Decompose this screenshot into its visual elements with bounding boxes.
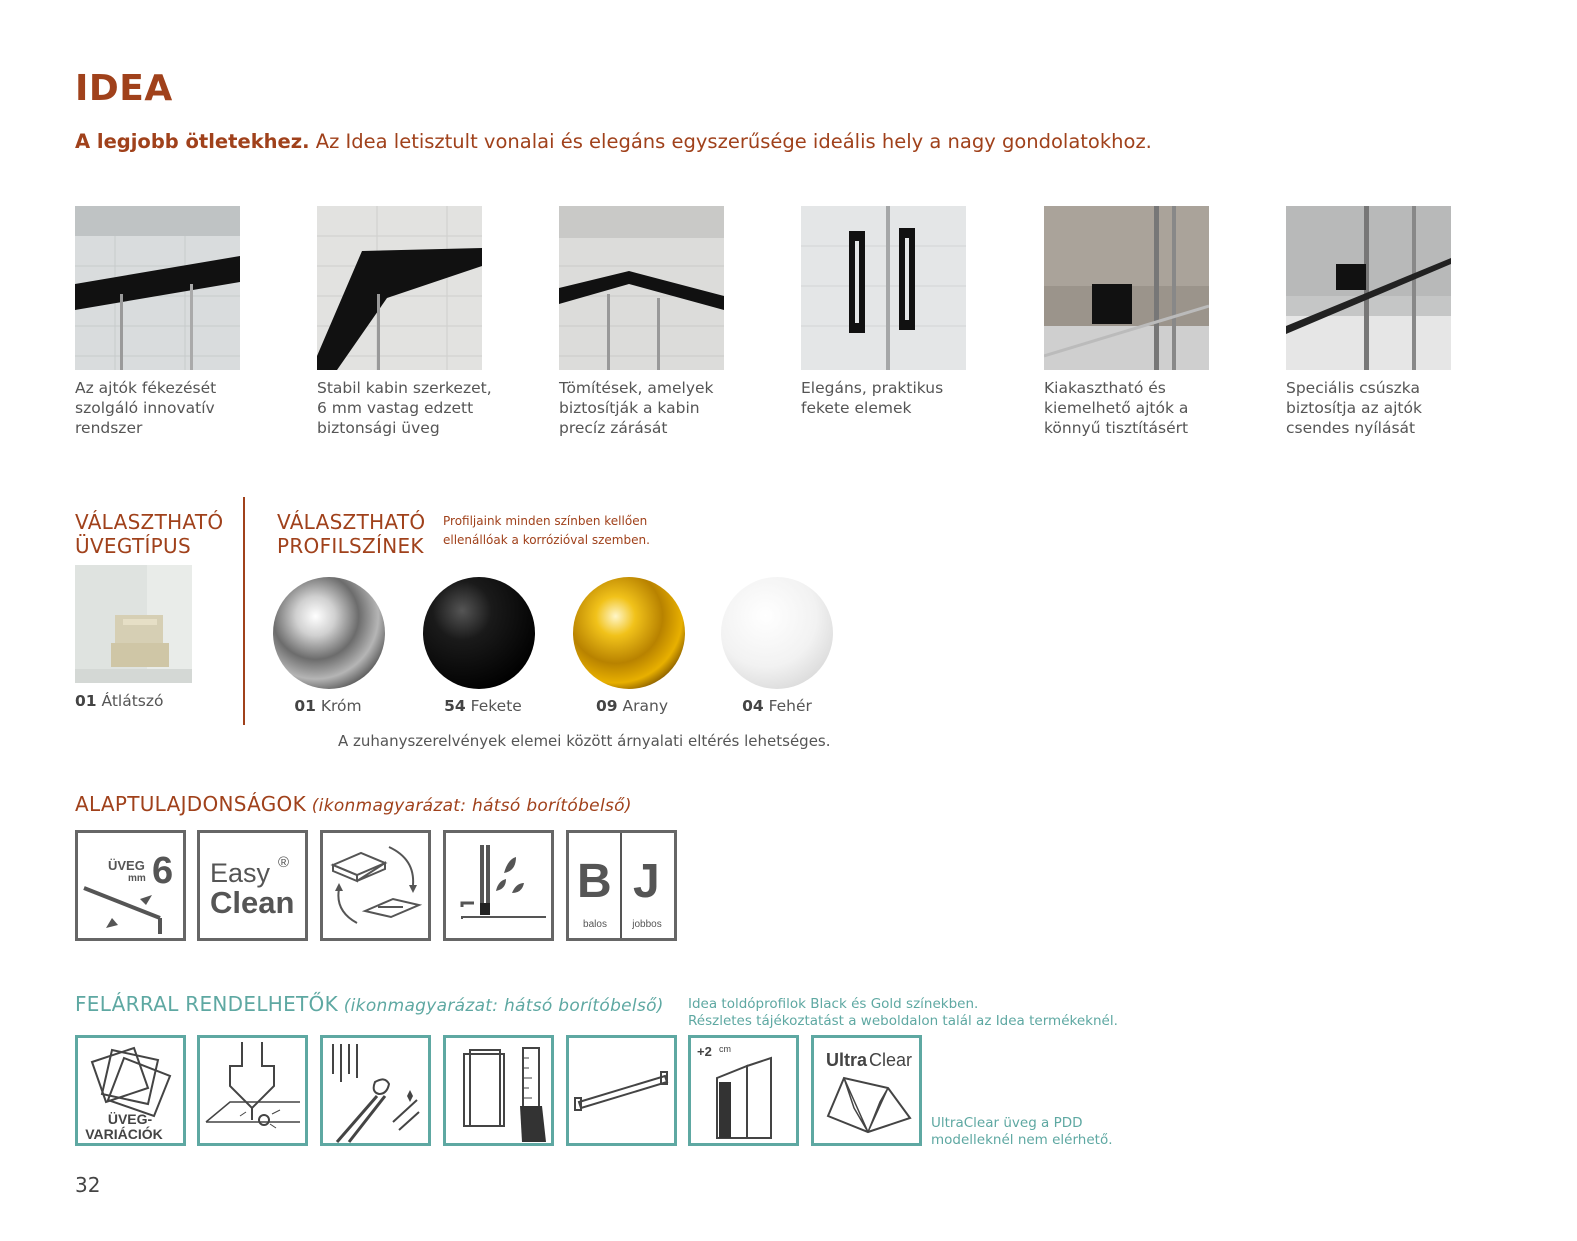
plus2-label: +2: [697, 1044, 712, 1059]
color-spheres: [270, 574, 840, 694]
color-code-black: 54: [444, 697, 466, 715]
section-divider: [243, 497, 245, 725]
black-sphere: [423, 577, 535, 689]
extra-note: [688, 996, 1118, 1030]
feature-photo-5: [1044, 206, 1209, 370]
feature-photo-4: [801, 206, 966, 370]
color-name-white: Fehér: [768, 697, 812, 715]
ultraclear-note: [931, 1115, 1113, 1149]
glass-unit: mm: [128, 873, 146, 884]
tagline-bold: A legjobb ötletekhez.: [75, 130, 310, 153]
feature-photo-2: [317, 206, 482, 370]
uveg-line2: VARIÁCIÓK: [85, 1126, 163, 1142]
white-sphere: [721, 577, 833, 689]
profiles-title-line1: VÁLASZTHATÓ: [277, 510, 426, 534]
clear-word: Clear: [869, 1050, 913, 1070]
color-name-gold: Arany: [622, 697, 668, 715]
feature-caption-1: Az ajtók fékezését szolgáló innovatív rendszer: [75, 379, 217, 437]
glass-option-name: Átlátszó: [101, 692, 164, 710]
color-code-gold: 09: [596, 697, 618, 715]
feature-caption-6: Speciális csúszka biztosítja az ajtók csendes nyílását: [1286, 379, 1422, 437]
glass-section-title: [75, 510, 223, 558]
easy-clean-icon: [197, 830, 308, 941]
towel-bar-icon: [566, 1035, 677, 1146]
rotate-door-icon: [320, 830, 431, 941]
painting-brush-icon: [320, 1035, 431, 1146]
left-right-icon: [566, 830, 677, 941]
ultra-word: Ultra: [826, 1050, 868, 1070]
glass-option: [75, 692, 164, 710]
glass-option-code: 01: [75, 692, 97, 710]
color-name-chrome: Króm: [320, 697, 362, 715]
ultraclear-icon: [811, 1035, 922, 1146]
tagline: [75, 130, 1152, 153]
color-label-gold: [572, 697, 692, 715]
feature-photo-3: [559, 206, 724, 370]
glass-sample-photo: [75, 565, 192, 683]
ultraclear-note-line1: UltraClear üveg a PDD: [931, 1115, 1083, 1131]
easy-word: Easy: [210, 858, 271, 888]
feature-caption-2: Stabil kabin szerkezet, 6 mm vastag edzett biztonsági üveg: [317, 379, 492, 437]
drilling-icon: [197, 1035, 308, 1146]
extra-title: FELÁRRAL RENDELHETŐK: [75, 992, 339, 1016]
page-number: 32: [75, 1173, 101, 1197]
glass-value: 6: [152, 850, 174, 892]
glass-word: ÜVEG: [108, 858, 145, 873]
profiles-note: [443, 512, 650, 550]
gold-sphere: [573, 577, 685, 689]
color-label-chrome: [268, 697, 388, 715]
color-footnote: A zuhanyszerelvények elemei között árnyalati eltérés lehetséges.: [338, 732, 831, 750]
basic-section-title: [75, 792, 632, 818]
cm-label: cm: [719, 1044, 731, 1054]
profiles-section-title: [277, 510, 425, 558]
feature-photo-1: [75, 206, 240, 370]
glass-6mm-icon: [75, 830, 186, 941]
color-code-white: 04: [742, 697, 764, 715]
feature-photo-6: [1286, 206, 1451, 370]
b-letter: B: [577, 855, 612, 908]
balos-label: balos: [583, 919, 607, 930]
glass-variations-icon: [75, 1035, 186, 1146]
height-custom-icon: [443, 1035, 554, 1146]
ultraclear-note-line2: modelleknél nem elérhető.: [931, 1132, 1113, 1148]
color-label-white: [717, 697, 837, 715]
reg-mark: ®: [278, 854, 290, 871]
profiles-note-line2: ellenállóak a korrózióval szemben.: [443, 533, 650, 547]
water-seal-icon: [443, 830, 554, 941]
profiles-title-line2: PROFILSZÍNEK: [277, 534, 424, 558]
jobbos-label: jobbos: [632, 919, 662, 930]
extra-note-line1: Idea toldóprofilok Black és Gold színekben.: [688, 996, 979, 1012]
tagline-rest: Az Idea letisztult vonalai és elegáns egyszerűsége ideális hely a nagy gondolatokhoz.: [309, 130, 1152, 153]
clean-word: Clean: [210, 885, 295, 920]
basic-title: ALAPTULAJDONSÁGOK: [75, 792, 307, 816]
color-code-chrome: 01: [294, 697, 316, 715]
color-name-black: Fekete: [470, 697, 522, 715]
chrome-sphere: [273, 577, 385, 689]
feature-caption-4: Elegáns, praktikus fekete elemek: [801, 379, 944, 417]
uveg-line1: ÜVEG-: [107, 1111, 153, 1127]
basic-title-italic: (ikonmagyarázat: hátsó borítóbelső): [306, 796, 632, 816]
extra-title-italic: (ikonmagyarázat: hátsó borítóbelső): [338, 996, 664, 1016]
glass-title-line2: ÜVEGTÍPUS: [75, 534, 191, 558]
j-letter: J: [633, 855, 660, 908]
extra-section-title: [75, 992, 664, 1016]
extra-note-line2: Részletes tájékoztatást a weboldalon talál az Idea termékeknél.: [688, 1013, 1118, 1029]
feature-caption-3: Tömítések, amelyek biztosítják a kabin precíz zárását: [559, 379, 714, 437]
extension-profile-icon: [688, 1035, 799, 1146]
page-title: IDEA: [75, 68, 173, 109]
color-label-black: [423, 697, 543, 715]
feature-caption-5: Kiakasztható és kiemelhető ajtók a könnyű tisztításért: [1044, 379, 1189, 437]
glass-title-line1: VÁLASZTHATÓ: [75, 510, 224, 534]
profiles-note-line1: Profiljaink minden színben kellően: [443, 514, 648, 528]
